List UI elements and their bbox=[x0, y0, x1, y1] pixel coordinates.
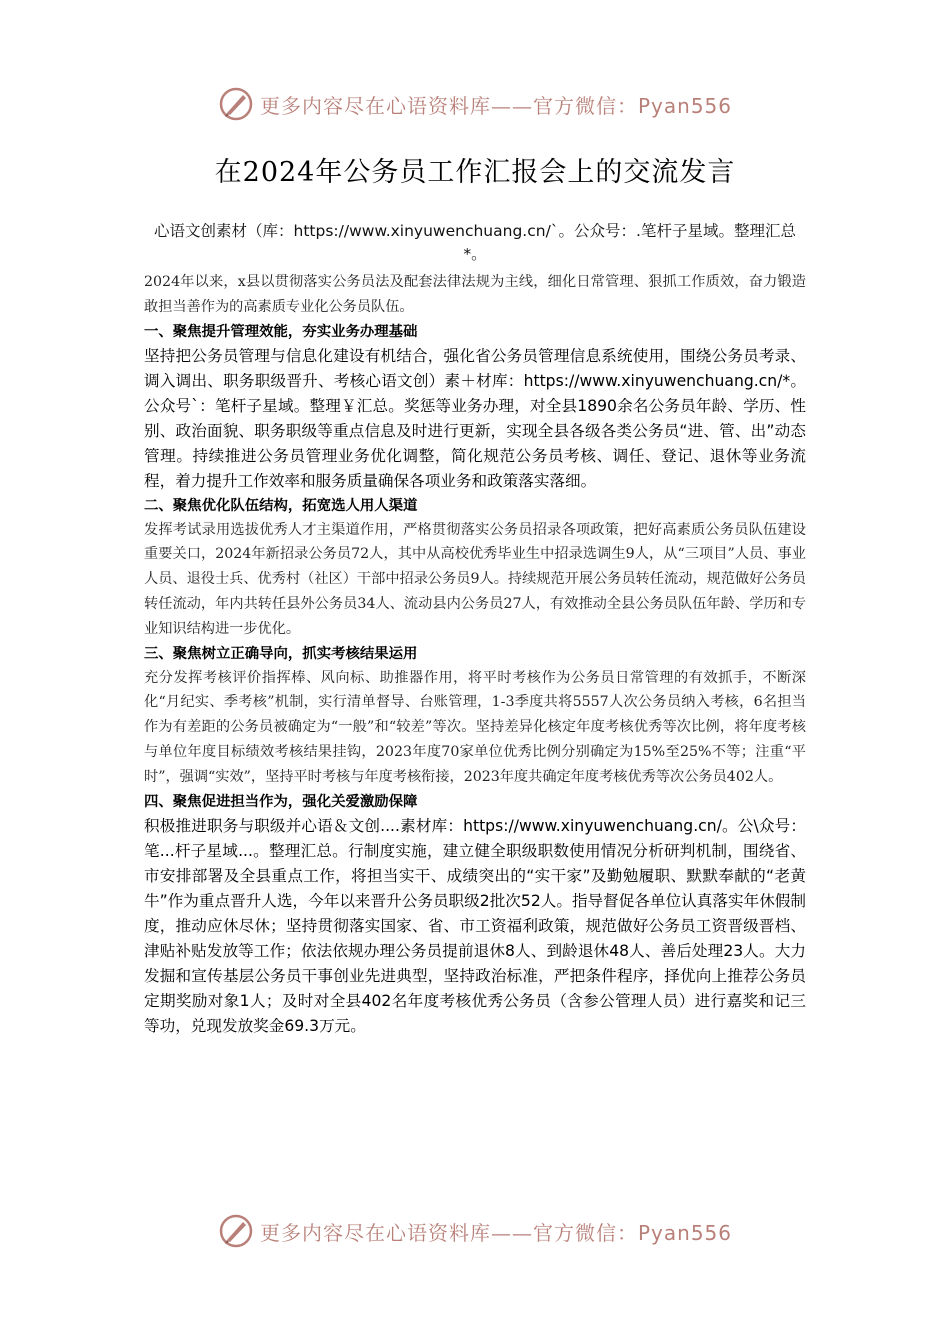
top-banner bbox=[0, 84, 950, 124]
section-4-body: 积极推进职务与职级并心语＆文创....素材库：https://www.xinyuwenchuang.cn/。公\众号：笔...杆子星域...。整理汇总。行制度实施，建立健全职级职数使用情况分析研判机制，围绕省、市安排部署及全县重点工作，将担当实干、成绩突出的“实干家”及勤勉履职、默默奉献的“老黄牛”作为重点晋升人选，今年以来晋升公务员职级2批次52人。指导督促各单位认真落实年休假制度，推动应休尽休；坚持贯彻落实国家、省、市工资福利政策，规范做好公务员工资晋级晋档、津贴补贴发放等工作；依法依规办理公务员提前退休8人、到龄退休48人、善后处理23人。大力发掘和宣传基层公务员干事创业先进典型，坚持政治标准，严把条件程序，择优向上推荐公务员定期奖励对象1人；及时对全县402名年度考核优秀公务员（含参公管理人员）进行嘉奖和记三等功，兑现发放奖金69.3万元。 bbox=[144, 816, 806, 1035]
section-2-body: 发挥考试录用选拔优秀人才主渠道作用，严格贯彻落实公务员招录各项政策，把好高素质公务员队伍建设重要关口，2024年新招录公务员72人，其中从高校优秀毕业生中招录选调生9人，从“三项目”人员、事业人员、退役士兵、优秀村（社区）干部中招录公务员9人。持续规范开展公务员转任流动，规范做好公务员转任流动，年内共转任县外公务员34人、流动县内公务员27人，有效推动全县公务员队伍年龄、学历和专业知识结构进一步优化。 bbox=[144, 521, 806, 637]
intro-paragraph: 2024年以来，x县以贯彻落实公务员法及配套法律法规为主线，细化日常管理、狠抓工作质效，奋力锻造敢担当善作为的高素质专业化公务员队伍。 bbox=[144, 274, 806, 315]
section-1-body: 坚持把公务员管理与信息化建设有机结合，强化省公务员管理信息系统使用，围绕公务员考录、调入调出、职务职级晋升、考核心语文创）素＋材库：https://www.xinyuwenchuang.cn/*。公众号`：笔杆子星域。整理￥汇总。奖惩等业务办理，对全县1890余名公务员年龄、学历、性别、政治面貌、职务职级等重点信息及时进行更新，实现全县各级各类公务员“进、管、出”动态管理。持续推进公务员管理业务优化调整，简化规范公务员考核、调任、登记、退休等业务流程，着力提升工作效率和服务质量确保各项业务和政策落实落细。 bbox=[144, 346, 806, 490]
section-3-heading: 三、聚焦树立正确导向，抓实考核结果运用 bbox=[144, 645, 418, 662]
section-2-heading: 二、聚焦优化队伍结构，拓宽选人用人渠道 bbox=[144, 497, 418, 514]
source-line: 心语文创素材（库：https://www.xinyuwenchuang.cn/`。公众号：.笔杆子星域。整理汇总*。 bbox=[154, 222, 796, 263]
section-1-heading: 一、聚焦提升管理效能，夯实业务办理基础 bbox=[144, 323, 418, 340]
quill-pen-icon bbox=[218, 1213, 254, 1249]
banner-text: 更多内容尽在心语资料库——官方微信：Pyan556 bbox=[259, 93, 732, 118]
bottom-banner bbox=[0, 1211, 950, 1251]
banner-text: 更多内容尽在心语资料库——官方微信：Pyan556 bbox=[259, 1220, 732, 1245]
document-body bbox=[144, 220, 806, 1039]
page-title: 在2024年公务员工作汇报会上的交流发言 bbox=[214, 157, 736, 188]
quill-pen-icon bbox=[218, 86, 254, 122]
section-4-heading: 四、聚焦促进担当作为，强化关爱激励保障 bbox=[144, 793, 418, 810]
section-3-body: 充分发挥考核评价指挥棒、风向标、助推器作用，将平时考核作为公务员日常管理的有效抓手，不断深化“月纪实、季考核”机制，实行清单督导、台账管理，1-3季度共将5557人次公务员纳入考核，6名担当作为有差距的公务员被确定为“一般”和“较差”等次。坚持差异化核定年度考核优秀等次比例，将年度考核与单位年度目标绩效考核结果挂钩，2023年度70家单位优秀比例分别确定为15%至25%不等；注重“平时”，强调“实效”，坚持平时考核与年度考核衔接，2023年度共确定年度考核优秀等次公务员402人。 bbox=[144, 669, 806, 785]
